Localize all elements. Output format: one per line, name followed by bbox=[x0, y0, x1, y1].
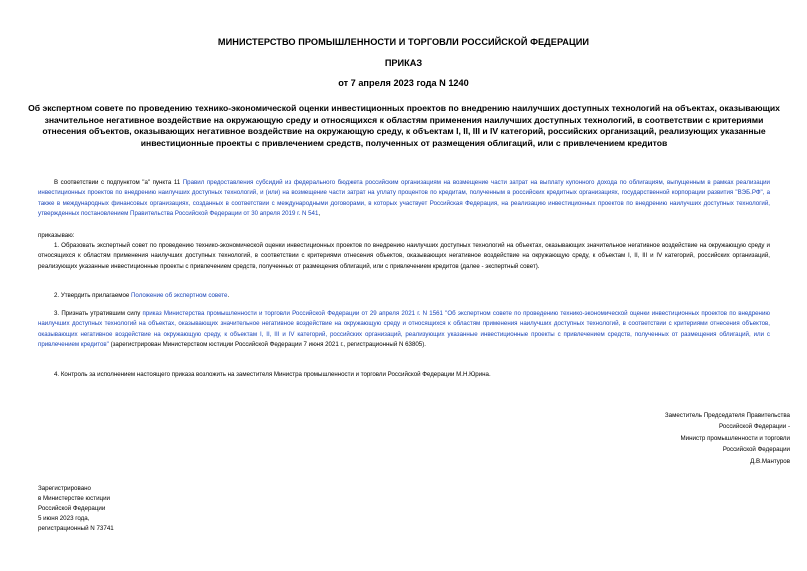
rules-link[interactable]: Правил предоставления субсидий из федерального бюджета российским организациям на возмещение части затрат на выплату купонного дохода по облигациям, выпущенным в рамках реализации инвестиционных проектов по внедрению наилучших доступных технологий, и (или) на возмещение части затрат на уплату процентов по кредитам, полученным в российских кредитных организациях, государственной корпорации развития "ВЭБ.РФ", а также в международных финансовых организациях, созданных в соответствии с международными договорами, в которых участвует Российская Федерация, на реализацию инвестиционных проектов по внедрению наилучших доступных технологий, утвержденных постановлением Правительства Российской Федерации от 30 апреля 2019 г. N 541 bbox=[38, 179, 770, 217]
registration-block bbox=[38, 484, 238, 534]
preamble-paragraph bbox=[38, 178, 770, 219]
registration-number: регистрационный N 73741 bbox=[38, 525, 114, 532]
signature-line: Заместитель Председателя Правительства bbox=[664, 412, 790, 419]
regulation-link[interactable]: Положение об экспертном совете bbox=[131, 292, 228, 299]
registration-line: в Министерстве юстиции bbox=[38, 495, 111, 502]
preamble-text: В соответствии с подпунктом "а" пункта 11 bbox=[54, 179, 183, 186]
document-date-number: от 7 апреля 2023 года N 1240 bbox=[338, 78, 469, 88]
signature-line: Министр промышленности и торговли bbox=[680, 434, 790, 442]
item-2-text: 2. Утвердить прилагаемое bbox=[54, 292, 132, 299]
item-3-text: 3. Признать утратившим силу bbox=[54, 310, 143, 317]
preamble-tail: , bbox=[318, 209, 321, 217]
repealed-order-link[interactable]: приказ Министерства промышленности и торговли Российской Федерации от 29 апреля 2021 г. N 1561 "Об экспертном совете по проведению технико-экономической оценки инвестиционных проектов по внедрению наилучших доступных технологий на объектах, оказывающих значительное негативное воздействие на окружающую среду и относящихся к областям применения наилучших доступных технологий, в соответствии с критериями отнесения объектов, оказывающих негативное воздействие на окружающую среду, к объектам I, II, III и IV категорий, российских организаций, реализующих указанные инвестиционные проекты с привлечением средств, полученных от размещения облигаций, или с привлечением кредитов" bbox=[38, 310, 770, 348]
registration-line: Зарегистрировано bbox=[38, 485, 91, 492]
signatory-name: Д.В.Мантуров bbox=[750, 457, 790, 465]
item-3-paragraph bbox=[38, 309, 770, 350]
order-word: приказываю: bbox=[38, 232, 75, 239]
signature-line: Российской Федерации - bbox=[718, 423, 790, 431]
registration-line: Российской Федерации bbox=[38, 505, 106, 512]
document-type: ПРИКАЗ bbox=[384, 58, 423, 68]
document-title: Об экспертном совете по проведению технико-экономической оценки инвестиционных проектов по внедрению наилучших доступных технологий на объектах, оказывающих значительное негативное воздействие на окружающую среду и относящихся к областям применения наилучших доступных технологий, в соответствии с критериями отнесения объектов, оказывающих негативное воздействие на окружающую среду, к объектам I, II, III и IV категорий, российских организаций, реализующих указанные инвестиционные проекты с привлечением средств, полученных от размещения облигаций, или с привлечением кредитов bbox=[28, 103, 780, 148]
ministry-heading: МИНИСТЕРСТВО ПРОМЫШЛЕННОСТИ И ТОРГОВЛИ РОССИЙСКОЙ ФЕДЕРАЦИИ bbox=[217, 37, 590, 47]
signature-line: Российской Федерации bbox=[722, 446, 790, 454]
item-3-tail: (зарегистрирован Министерством юстиции Российской Федерации 7 июня 2021 г., регистрационный N 63805). bbox=[108, 340, 426, 348]
item-2-paragraph bbox=[38, 291, 770, 301]
item-2-tail: . bbox=[227, 292, 230, 299]
signature-block bbox=[580, 410, 790, 467]
item-1-paragraph: 1. Образовать экспертный совет по проведению технико-экономической оценки инвестиционных проектов по внедрению наилучших доступных технологий на объектах, оказывающих значительное негативное воздействие на окружающую среду и относящихся к областям применения наилучших доступных технологий, в соответствии с критериями отнесения объектов, оказывающих негативное воздействие на окружающую среду, к объектам I, II, III и IV категорий, российских организаций, реализующих указанные инвестиционные проекты с привлечением средств, полученных от размещения облигаций, или с привлечением кредитов (далее - экспертный совет). bbox=[38, 242, 770, 270]
item-4-paragraph: 4. Контроль за исполнением настоящего приказа возложить на заместителя Министра промышленности и торговли Российской Федерации М.Н.Юрина. bbox=[54, 371, 491, 378]
registration-date: 5 июня 2023 года, bbox=[38, 515, 90, 522]
